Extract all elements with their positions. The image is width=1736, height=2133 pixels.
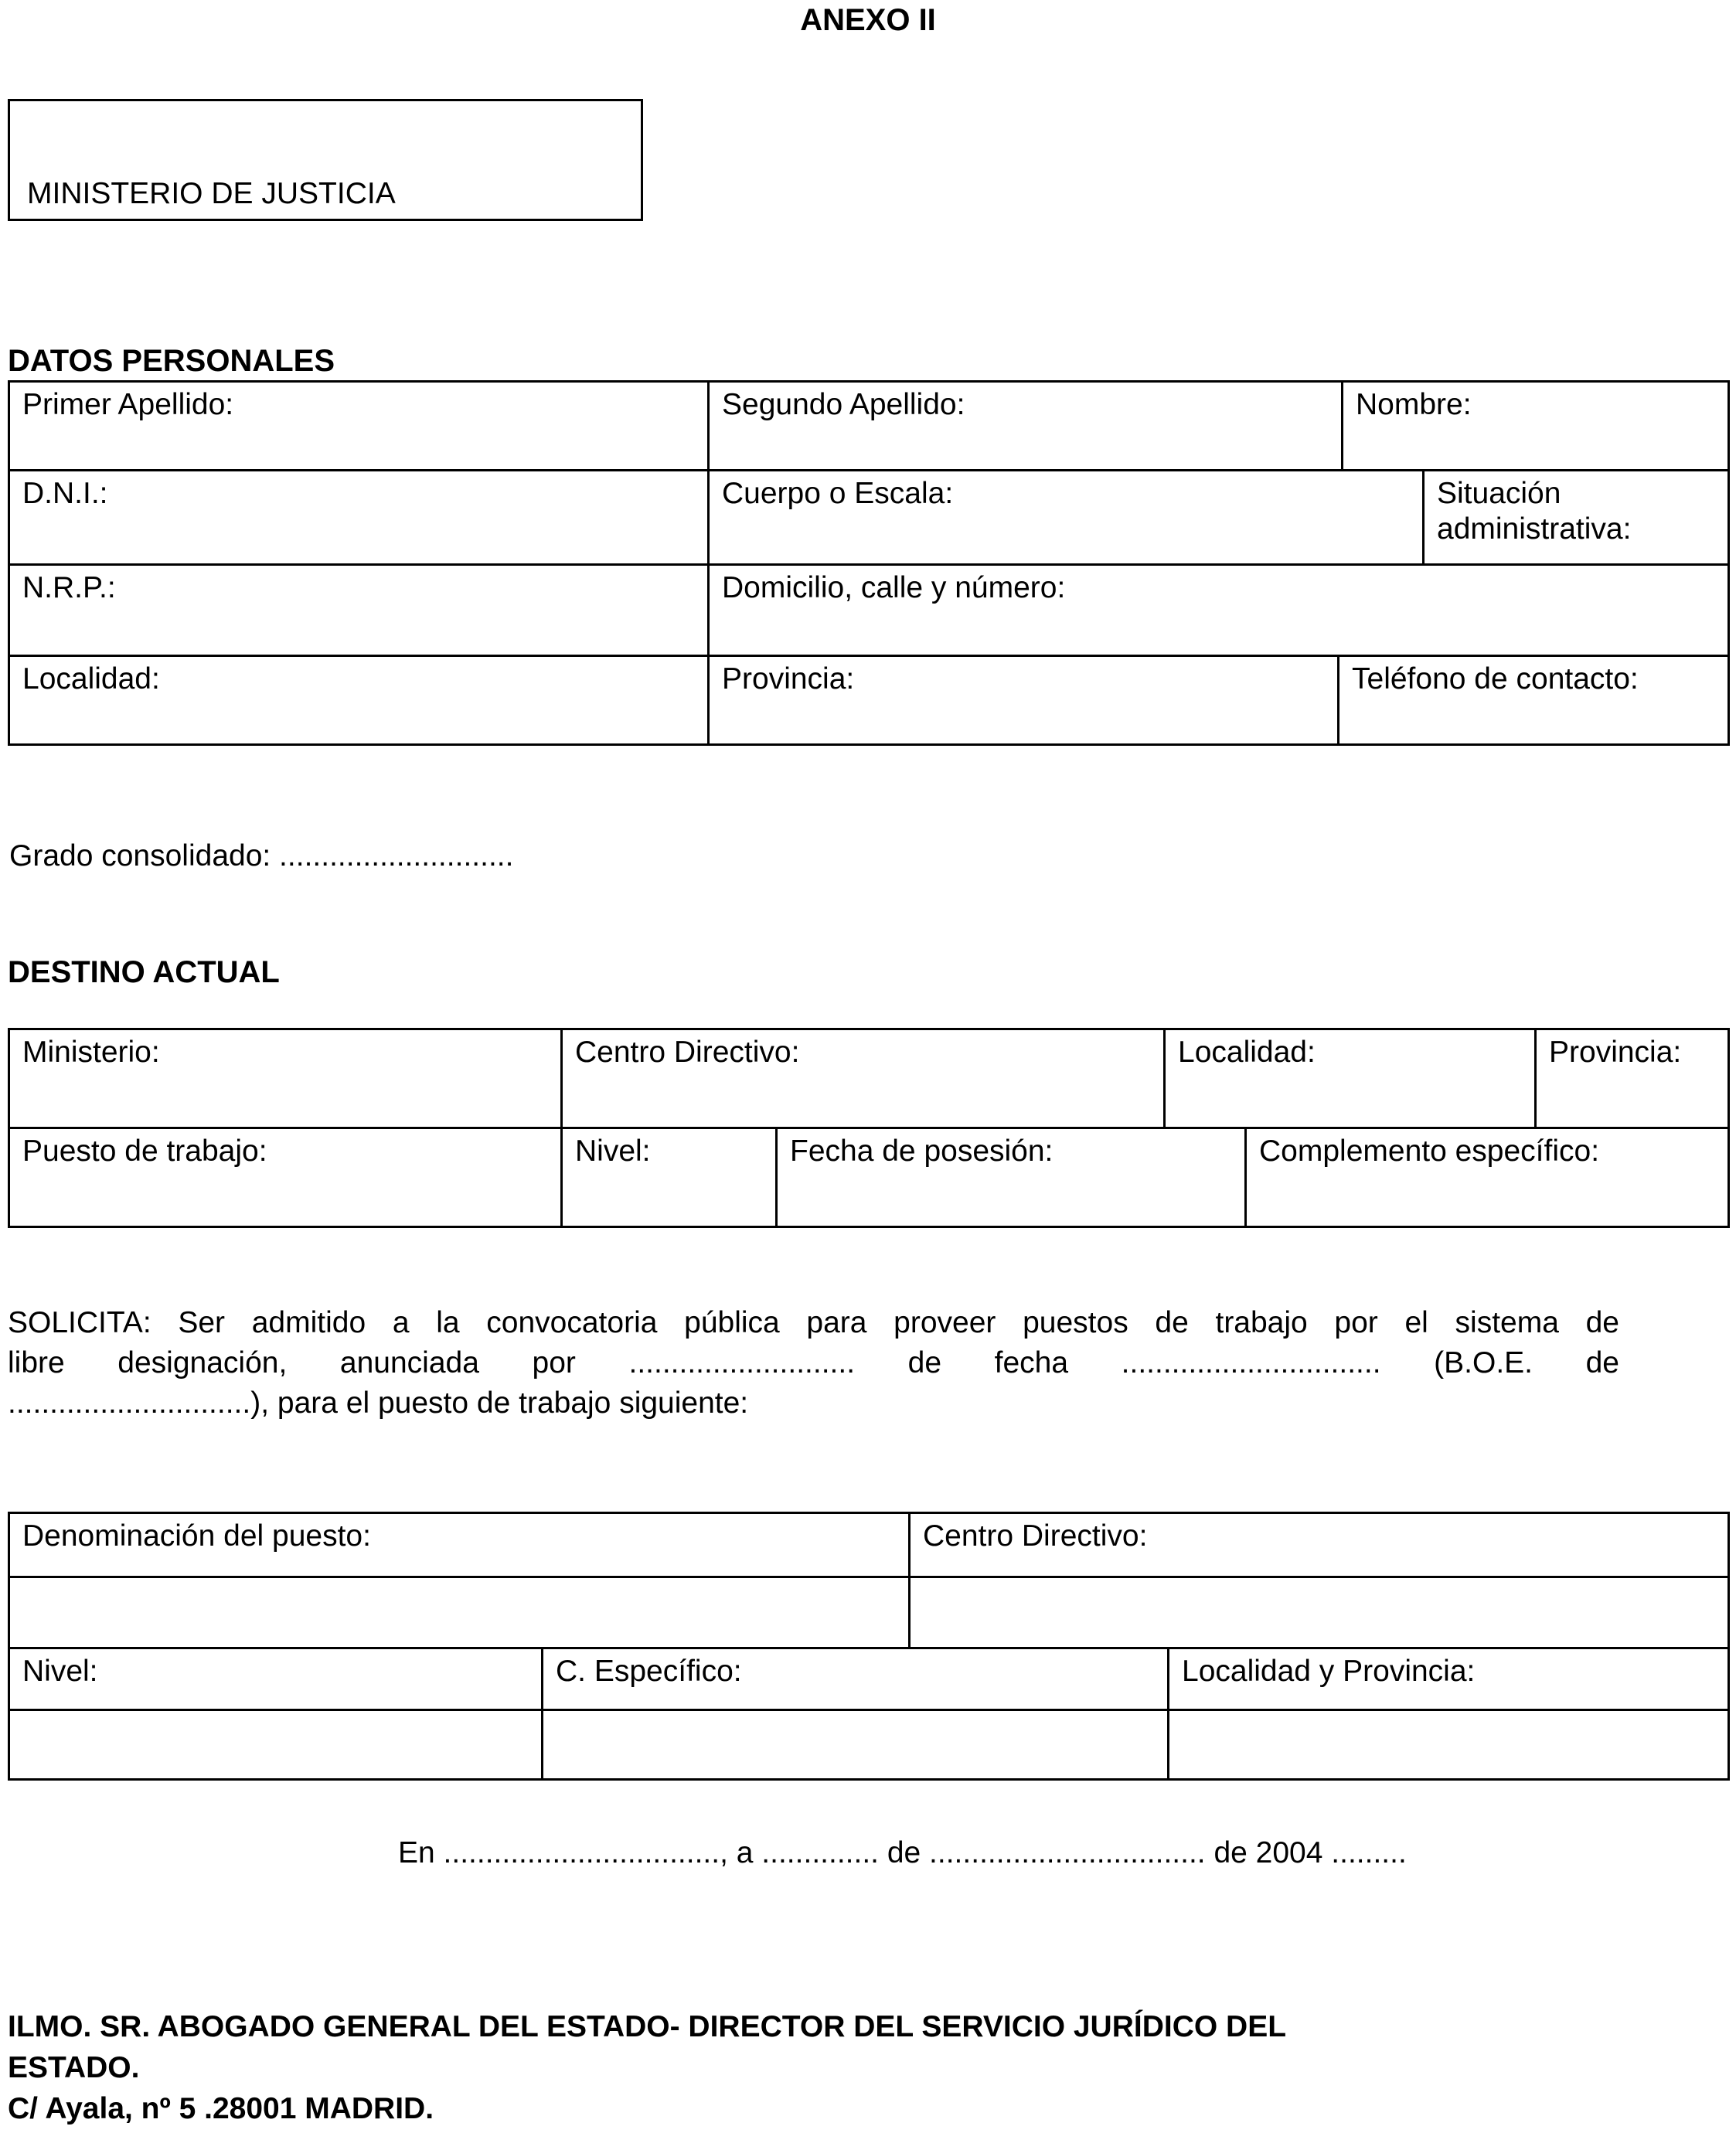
datos-personales-heading: DATOS PERSONALES — [8, 344, 335, 378]
table-row — [10, 563, 1727, 655]
table-row — [10, 1127, 1727, 1226]
table-row — [10, 1030, 1727, 1127]
addressee-footer — [8, 2006, 1600, 2129]
table-row — [10, 655, 1727, 743]
table-row — [10, 1709, 1727, 1778]
field-primer-apellido: Primer Apellido: — [10, 383, 710, 469]
field-domicilio: Domicilio, calle y número: — [722, 571, 1066, 604]
solicita-line-3: .............................), para el puesto de trabajo siguiente: — [8, 1386, 749, 1420]
form-title: ANEXO II — [800, 3, 936, 37]
field-centro-directivo: Centro Directivo: — [563, 1030, 1166, 1127]
field-telefono: Teléfono de contacto: — [1352, 662, 1639, 696]
destino-actual-table — [8, 1028, 1730, 1228]
field-nrp: N.R.P.: — [10, 566, 710, 655]
puesto-solicitado-table — [8, 1512, 1730, 1781]
footer-line-2: ESTADO. — [8, 2051, 140, 2084]
solicita-paragraph — [8, 1303, 1619, 1424]
field-segundo-apellido: Segundo Apellido: — [710, 383, 1343, 469]
table-row — [10, 1647, 1727, 1709]
field-c-especifico: C. Específico: — [543, 1649, 1169, 1709]
table-row — [10, 383, 1727, 469]
ministry-label: MINISTERIO DE JUSTICIA — [27, 177, 396, 210]
field-denominacion-puesto: Denominación del puesto: — [10, 1514, 911, 1576]
field-provincia-destino: Provincia: — [1549, 1036, 1682, 1069]
footer-line-1: ILMO. SR. ABOGADO GENERAL DEL ESTADO- DIRECTOR DEL SERVICIO JURÍDICO DEL — [8, 2010, 1287, 2043]
date-signature-line: En ................................., a .............. de ................................. de 2004 ......... — [398, 1836, 1407, 1869]
solicita-line-2: libre designación, anunciada por ........................... de fecha ............................... (B.O.E. de — [8, 1346, 1619, 1379]
field-nivel: Nivel: — [563, 1129, 778, 1226]
footer-address: C/ Ayala, nº 5 .28001 MADRID. — [8, 2092, 434, 2125]
datos-personales-table — [8, 380, 1730, 746]
solicita-line-1: SOLICITA: Ser admitido a la convocatoria pública para proveer puestos de trabajo por el sistema de — [8, 1306, 1619, 1339]
field-localidad-destino: Localidad: — [1166, 1030, 1537, 1127]
field-ministerio: Ministerio: — [10, 1030, 563, 1127]
field-nivel-puesto: Nivel: — [10, 1649, 543, 1709]
field-dni: D.N.I.: — [10, 471, 710, 563]
table-row — [10, 1514, 1727, 1576]
grado-consolidado-line: Grado consolidado: ............................ — [9, 839, 514, 873]
empty-cell — [911, 1578, 1727, 1647]
table-row — [10, 469, 1727, 563]
field-localidad: Localidad: — [10, 657, 710, 743]
destino-actual-heading: DESTINO ACTUAL — [8, 955, 280, 989]
field-centro-directivo-puesto: Centro Directivo: — [923, 1519, 1148, 1553]
field-situacion-administrativa: Situación administrativa: — [1437, 477, 1632, 546]
table-row — [10, 1576, 1727, 1647]
ministry-box — [8, 99, 643, 221]
empty-cell — [543, 1711, 1169, 1778]
field-fecha-posesion: Fecha de posesión: — [778, 1129, 1247, 1226]
field-cuerpo-escala: Cuerpo o Escala: — [710, 471, 1425, 563]
field-puesto-trabajo: Puesto de trabajo: — [10, 1129, 563, 1226]
field-provincia: Provincia: — [710, 657, 1339, 743]
empty-cell — [1169, 1711, 1727, 1778]
empty-cell — [10, 1711, 543, 1778]
field-localidad-provincia: Localidad y Provincia: — [1182, 1655, 1476, 1688]
empty-cell — [10, 1578, 911, 1647]
field-complemento-especifico: Complemento específico: — [1259, 1135, 1600, 1168]
field-nombre: Nombre: — [1356, 388, 1472, 421]
